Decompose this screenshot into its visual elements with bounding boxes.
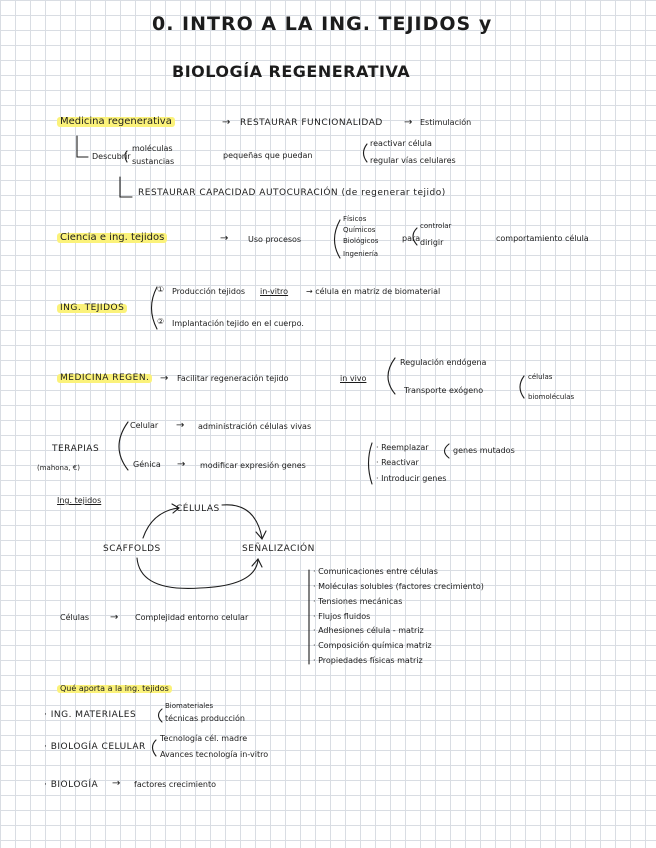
terapias-label: TERAPIAS	[52, 444, 100, 454]
page-subtitle: BIOLOGÍA REGENERATIVA	[172, 62, 411, 81]
arrow: →	[177, 459, 186, 470]
complejidad-text: Complejidad entorno celular	[135, 613, 249, 622]
page-title: 0. INTRO A LA ING. TEJIDOS y	[152, 13, 493, 35]
brace-exogeno	[520, 376, 524, 398]
estimulacion-text: Estimulación	[420, 118, 472, 127]
reactivar-text: · Reactivar	[376, 458, 419, 467]
proceso-ingenieria: Ingeniería	[343, 250, 379, 258]
arrow: →	[112, 778, 121, 789]
in-vitro-text: in-vitro	[260, 287, 289, 296]
biomateriales-text: Biomateriales	[165, 702, 214, 710]
regular-vias-text: regular vías celulares	[370, 156, 456, 165]
modificar-text: modificar expresión genes	[200, 461, 306, 470]
ing-materiales-text: · ING. MATERIALES	[44, 710, 137, 720]
transporte-exogeno-text: Transporte exógeno	[404, 386, 484, 395]
cycle-celulas: CÉLULAS	[176, 504, 220, 514]
highlight-ciencia-ing-tejidos: Ciencia e ing. tejidos	[57, 233, 167, 243]
arrow: →	[404, 117, 413, 128]
arrow: →	[176, 420, 185, 431]
cycle-arrow-bottom	[137, 558, 258, 588]
arrowhead	[252, 559, 262, 567]
celular-text: Celular	[130, 421, 159, 430]
brace-terapias	[119, 422, 128, 470]
entorno-item: · Flujos fluidos	[313, 612, 371, 621]
arrow: →	[110, 612, 119, 623]
highlight-que-aporta: Qué aporta a la ing. tejidos	[57, 685, 172, 693]
highlight-medicina-regenerativa: Medicina regenerativa	[57, 117, 175, 127]
brace-regen	[388, 358, 395, 394]
celulas-text: Células	[60, 613, 90, 622]
arrow: →	[160, 373, 169, 384]
highlight-medicina-regen: MEDICINA REGEN.	[57, 374, 152, 383]
genica-text: Génica	[133, 460, 161, 469]
administracion-text: administración células vivas	[198, 422, 312, 431]
brace-procesos	[335, 220, 341, 258]
highlight-ing-tejidos: ING. TEJIDOS	[57, 304, 127, 313]
celulas-text: células	[528, 373, 553, 381]
entorno-item: · Adhesiones célula - matriz	[313, 626, 424, 635]
reactivar-celula-text: reactivar célula	[370, 139, 432, 148]
biologia-text: · BIOLOGÍA	[44, 780, 99, 790]
controlar-text: controlar	[420, 222, 452, 230]
brace-biologia-celular	[153, 740, 157, 756]
produccion-tejidos-text: Producción tejidos	[172, 287, 246, 296]
pequenas-text: pequeñas que puedan	[223, 151, 313, 160]
item-number-2: ②	[157, 317, 165, 326]
restaurar-autocuracion: RESTAURAR CAPACIDAD AUTOCURACIÓN (de regenerar tejido)	[138, 188, 446, 198]
proceso-fisicos: Físicos	[343, 215, 367, 223]
ing-tejidos-heading: Ing. tejidos	[57, 496, 102, 505]
biologia-celular-text: · BIOLOGÍA CELULAR	[44, 742, 146, 752]
brace-materiales	[159, 709, 163, 722]
implantacion-text: Implantación tejido en el cuerpo.	[172, 319, 304, 328]
cycle-arrow-right	[222, 505, 262, 538]
regulacion-endogena-text: Regulación endógena	[400, 358, 487, 367]
entorno-item: · Comunicaciones entre células	[313, 567, 438, 576]
proceso-biologicos: Biológicos	[343, 237, 379, 245]
introducir-genes-text: · Introducir genes	[376, 474, 447, 483]
reemplazar-text: · Reemplazar	[376, 443, 429, 452]
brace-genes	[369, 443, 373, 484]
proceso-quimicos: Químicos	[343, 226, 376, 234]
item-number-1: ①	[157, 285, 165, 294]
celula-matriz-text: → célula en matriz de biomaterial	[306, 287, 441, 296]
moleculas-text: moléculas	[132, 144, 173, 153]
arrowhead	[256, 531, 266, 539]
restaurar-funcionalidad: RESTAURAR FUNCIONALIDAD	[240, 118, 383, 128]
uso-procesos-text: Uso procesos	[248, 235, 302, 244]
brace-mutados	[445, 444, 450, 458]
brace-reactivar	[364, 144, 368, 162]
genes-mutados-text: genes mutados	[453, 446, 515, 455]
entorno-item: · Propiedades físicas matriz	[313, 656, 423, 665]
arrow: →	[220, 233, 229, 244]
cycle-senalizacion: SEÑALIZACIÓN	[242, 544, 315, 554]
mahona-text: (mahona, €)	[37, 464, 80, 472]
para-text: para	[402, 234, 421, 243]
descubrir-text: Descubrir	[92, 152, 131, 161]
branch-line	[77, 136, 88, 157]
sustancias-text: sustancias	[132, 157, 175, 166]
cycle-arrow-left	[143, 508, 178, 538]
cycle-scaffolds: SCAFFOLDS	[103, 544, 161, 554]
entorno-item: · Moléculas solubles (factores crecimiento)	[313, 582, 484, 591]
entorno-item: · Composición química matriz	[313, 641, 432, 650]
arrow: →	[222, 117, 231, 128]
dirigir-text: dirigir	[420, 238, 444, 247]
avances-invitro-text: Avances tecnología in-vitro	[160, 750, 269, 759]
celula-madre-text: Tecnología cél. madre	[160, 734, 248, 743]
facilitar-text: Facilitar regeneración tejido	[177, 374, 289, 383]
branch-line-autocuracion	[120, 177, 132, 197]
entorno-item: · Tensiones mecánicas	[313, 597, 403, 606]
biomoleculas-text: biomoléculas	[528, 393, 575, 401]
tecnicas-produccion-text: técnicas producción	[165, 714, 245, 723]
comportamiento-text: comportamiento célula	[496, 234, 589, 243]
factores-crecimiento-text: factores crecimiento	[134, 780, 216, 789]
in-vivo-text: in vivo	[340, 374, 367, 383]
